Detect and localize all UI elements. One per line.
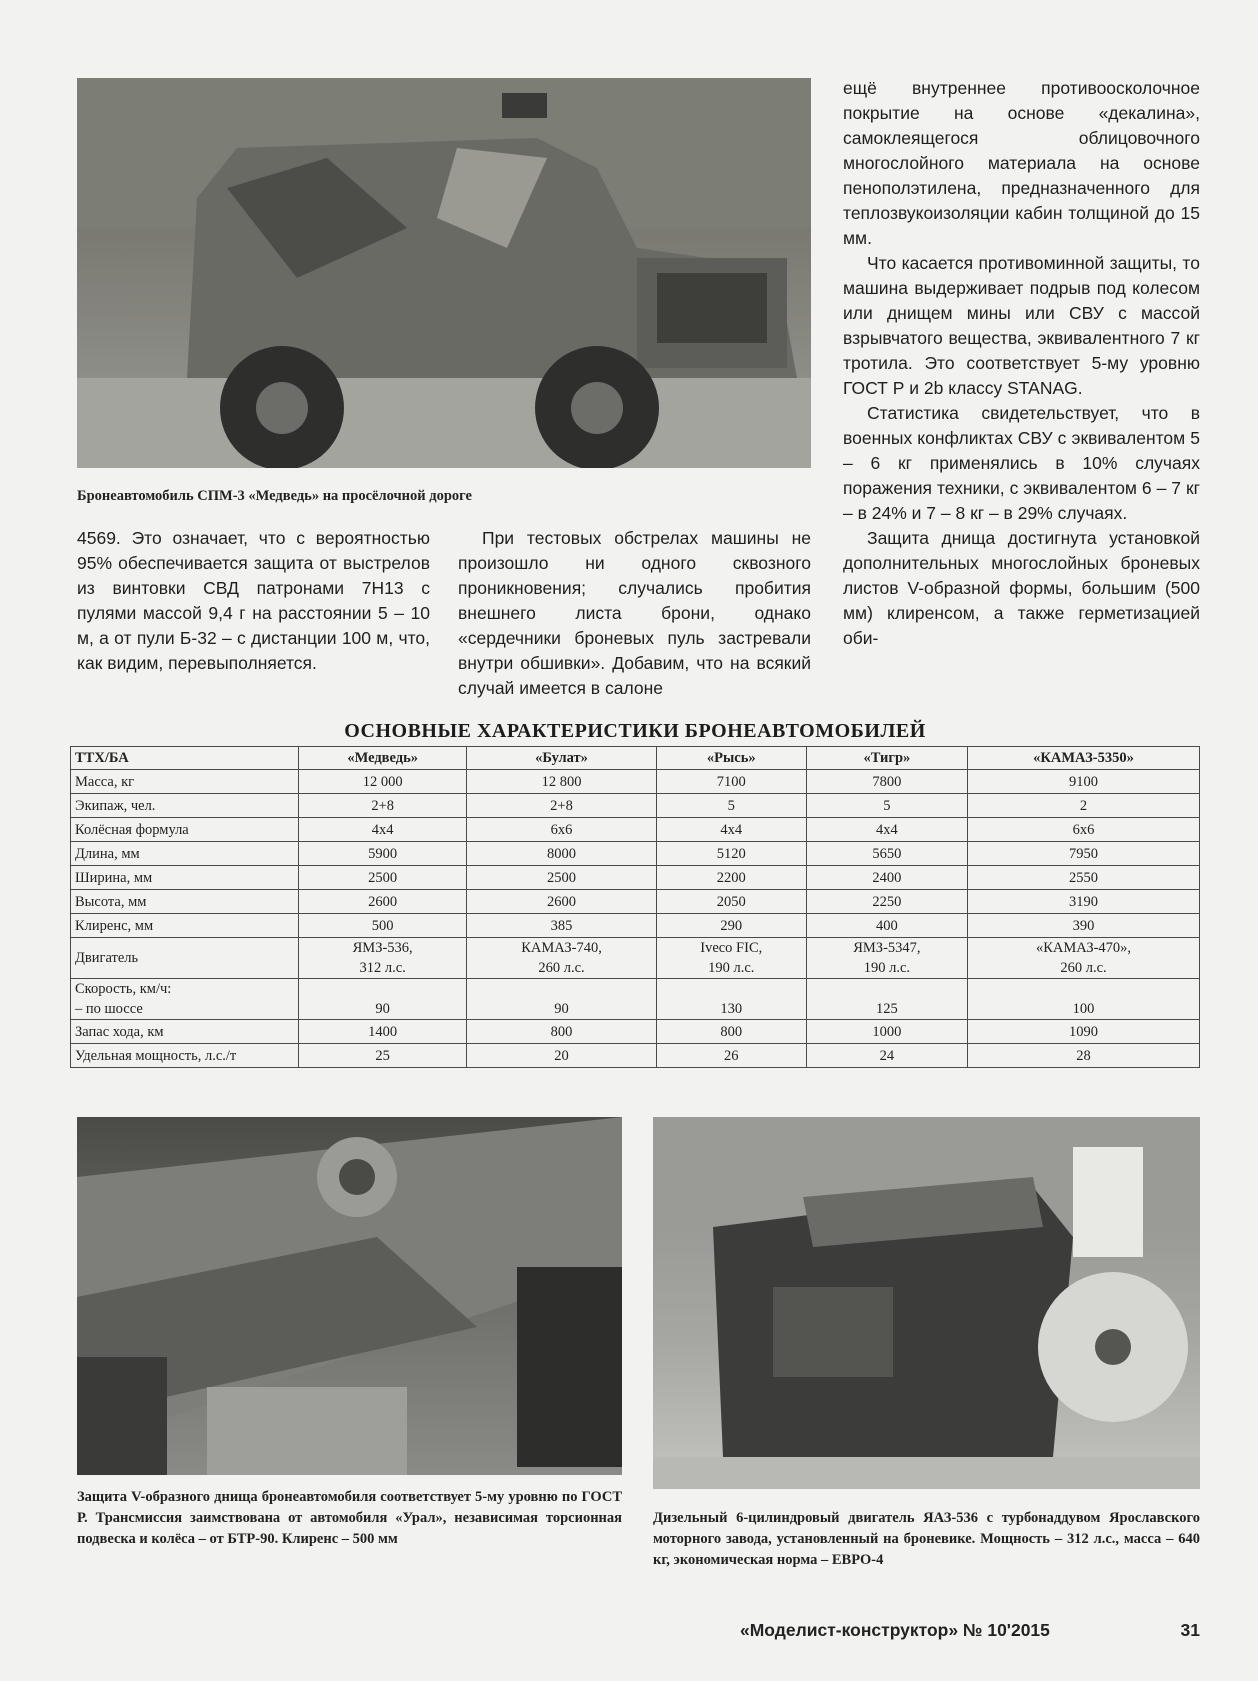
cell-line: 260 л.с. xyxy=(538,960,585,976)
underbody-photo xyxy=(77,1117,622,1475)
article-left-column xyxy=(77,526,430,676)
value-cell: 3190 xyxy=(968,890,1200,914)
cell-line: 130 xyxy=(720,1001,743,1017)
value-cell: 2500 xyxy=(467,866,656,890)
armored-vehicle-photo xyxy=(77,78,811,468)
article-paragraph: ещё внутреннее противоосколочное покрытие на основе «декалина», самоклеящегося облицовочного многослойного материала на основе пенополэтилена, предназначенного для теплозвукоизоляции кабин толщиной до 15 мм. xyxy=(843,78,1200,248)
article-paragraph: Статистика свидетельствует, что в военных конфликтах СВУ с эквивалентом 5 – 6 кг применялись в 10% случаях поражения техники, с эквивалентом 6 – 7 кг – в 24% и 7 – 8 кг – в 29% случаях. xyxy=(843,403,1200,523)
row-label-cell xyxy=(71,979,299,1020)
value-cell: 5120 xyxy=(656,842,806,866)
table-row xyxy=(71,818,1200,842)
header-cell: «КАМАЗ-5350» xyxy=(968,747,1200,770)
value-cell: 7950 xyxy=(968,842,1200,866)
value-cell: 6х6 xyxy=(968,818,1200,842)
value-cell: 2600 xyxy=(467,890,656,914)
value-cell: 5650 xyxy=(806,842,967,866)
value-cell xyxy=(968,938,1200,979)
value-cell: 290 xyxy=(656,914,806,938)
article-paragraph: Защита днища достигнута установкой дополнительных многослойных броневых листов V-образной формы, большим (500 мм) клиренсом, а также герметизацией оби- xyxy=(843,528,1200,648)
cell-line: 90 xyxy=(554,1001,569,1017)
header-cell: «Тигр» xyxy=(806,747,967,770)
cell-line: 260 л.с. xyxy=(1060,960,1107,976)
cell-line: 190 л.с. xyxy=(863,960,911,976)
engine-photo xyxy=(653,1117,1200,1489)
cell-line: ЯМЗ-5347, xyxy=(853,940,921,956)
magazine-issue: «Моделист-конструктор» № 10'2015 xyxy=(740,1620,1050,1640)
value-cell xyxy=(299,938,467,979)
value-cell: 6х6 xyxy=(467,818,656,842)
row-label-cell: Ширина, мм xyxy=(71,866,299,890)
table-row xyxy=(71,938,1200,979)
underbody-illustration xyxy=(77,1117,622,1475)
cell-line: 312 л.с. xyxy=(359,960,406,976)
value-cell xyxy=(299,979,467,1020)
table-row xyxy=(71,1020,1200,1044)
value-cell: 800 xyxy=(467,1020,656,1044)
table-body xyxy=(71,770,1200,1068)
row-label-cell: Экипаж, чел. xyxy=(71,794,299,818)
value-cell: 7100 xyxy=(656,770,806,794)
value-cell: 4х4 xyxy=(806,818,967,842)
value-cell xyxy=(806,979,967,1020)
value-cell: 2200 xyxy=(656,866,806,890)
row-label-cell: Запас хода, км xyxy=(71,1020,299,1044)
vehicle-illustration xyxy=(77,78,811,468)
cell-line xyxy=(661,979,802,999)
page-footer xyxy=(740,1620,1200,1641)
value-cell: 2500 xyxy=(299,866,467,890)
value-cell: 9100 xyxy=(968,770,1200,794)
table-row xyxy=(71,1044,1200,1068)
specifications-table xyxy=(70,746,1200,1068)
value-cell: 1000 xyxy=(806,1020,967,1044)
value-cell: 1400 xyxy=(299,1020,467,1044)
table-title: ОСНОВНЫЕ ХАРАКТЕРИСТИКИ БРОНЕАВТОМОБИЛЕЙ xyxy=(344,720,926,742)
table-row xyxy=(71,914,1200,938)
value-cell: 20 xyxy=(467,1044,656,1068)
cell-line: ЯМЗ-536, xyxy=(352,940,413,956)
cell-line xyxy=(471,979,651,999)
value-cell xyxy=(467,979,656,1020)
value-cell: 4х4 xyxy=(299,818,467,842)
row-label-cell: Клиренс, мм xyxy=(71,914,299,938)
article-right-column xyxy=(843,76,1200,651)
header-cell: «Медведь» xyxy=(299,747,467,770)
row-label-cell: Колёсная формула xyxy=(71,818,299,842)
cell-line: 90 xyxy=(375,1001,390,1017)
header-cell: «Булат» xyxy=(467,747,656,770)
cell-line: Скорость, км/ч: xyxy=(75,981,172,997)
value-cell xyxy=(467,938,656,979)
cell-line xyxy=(811,979,963,999)
engine-photo-caption: Дизельный 6-цилиндровый двигатель ЯАЗ-536 с турбонаддувом Ярославского моторного завода, установленный на броневике. Мощность – 312 л.с., масса – 640 кг, экономическая норма – ЕВРО-4 xyxy=(653,1510,1200,1568)
value-cell xyxy=(656,938,806,979)
value-cell: 2+8 xyxy=(467,794,656,818)
table-row xyxy=(71,979,1200,1020)
page-number: 31 xyxy=(1180,1620,1200,1640)
underbody-photo-caption: Защита V-образного днища бронеавтомобиля соответствует 5-му уровню по ГОСТ Р. Трансмиссия заимствована от автомобиля «Урал», независимая торсионная подвеска и колёса – от БТР-90. Клиренс – 500 мм xyxy=(77,1489,622,1547)
article-middle-column xyxy=(458,526,811,701)
value-cell xyxy=(656,979,806,1020)
cell-line: – по шоссе xyxy=(75,1001,143,1017)
value-cell: 5 xyxy=(806,794,967,818)
value-cell: 12 800 xyxy=(467,770,656,794)
value-cell: 2+8 xyxy=(299,794,467,818)
value-cell: 2550 xyxy=(968,866,1200,890)
table-row xyxy=(71,794,1200,818)
table-header-row xyxy=(71,747,1200,770)
value-cell: 2250 xyxy=(806,890,967,914)
table-row xyxy=(71,770,1200,794)
value-cell: 28 xyxy=(968,1044,1200,1068)
row-label-cell: Длина, мм xyxy=(71,842,299,866)
value-cell: 24 xyxy=(806,1044,967,1068)
table-row xyxy=(71,890,1200,914)
engine-illustration xyxy=(653,1117,1200,1489)
row-label-cell: Удельная мощность, л.с./т xyxy=(71,1044,299,1068)
value-cell: 2400 xyxy=(806,866,967,890)
cell-line: КАМАЗ-740, xyxy=(521,940,602,956)
cell-line: 100 xyxy=(1072,1001,1095,1017)
value-cell: 12 000 xyxy=(299,770,467,794)
table-row xyxy=(71,866,1200,890)
cell-line xyxy=(972,979,1195,999)
value-cell xyxy=(806,938,967,979)
value-cell: 4х4 xyxy=(656,818,806,842)
cell-line xyxy=(303,979,462,999)
value-cell: 26 xyxy=(656,1044,806,1068)
value-cell: 2050 xyxy=(656,890,806,914)
article-paragraph: При тестовых обстрелах машины не произошло ни одного сквозного проникновения; случались пробития внешнего листа брони, однако «сердечники броневых пуль застревали внутри обшивки». Добавим, что на всякий случай имеется в салоне xyxy=(458,528,811,698)
cell-line: 190 л.с. xyxy=(708,960,755,976)
row-label-cell: Масса, кг xyxy=(71,770,299,794)
header-cell: «Рысь» xyxy=(656,747,806,770)
value-cell: 400 xyxy=(806,914,967,938)
row-label-cell: Высота, мм xyxy=(71,890,299,914)
cell-line: «КАМАЗ-470», xyxy=(1035,940,1132,956)
row-label-cell: Двигатель xyxy=(71,938,299,979)
value-cell: 2600 xyxy=(299,890,467,914)
value-cell: 1090 xyxy=(968,1020,1200,1044)
table-row xyxy=(71,842,1200,866)
value-cell: 2 xyxy=(968,794,1200,818)
value-cell: 390 xyxy=(968,914,1200,938)
article-paragraph: 4569. Это означает, что с вероятностью 95% обеспечивается защита от выстрелов из винтовки СВД патронами 7Н13 с пулями массой 9,4 г на расстоянии 5 – 10 м, а от пули Б-32 – с дистанции 100 м, что, как видим, перевыполняется. xyxy=(77,528,430,673)
value-cell: 5900 xyxy=(299,842,467,866)
cell-line: Iveco FIC, xyxy=(700,940,763,956)
value-cell: 7800 xyxy=(806,770,967,794)
value-cell: 500 xyxy=(299,914,467,938)
value-cell: 385 xyxy=(467,914,656,938)
value-cell xyxy=(968,979,1200,1020)
value-cell: 800 xyxy=(656,1020,806,1044)
top-photo-caption: Бронеавтомобиль СПМ-3 «Медведь» на просёлочной дороге xyxy=(77,488,472,504)
value-cell: 25 xyxy=(299,1044,467,1068)
value-cell: 8000 xyxy=(467,842,656,866)
header-cell: ТТХ/БА xyxy=(71,747,299,770)
article-paragraph: Что касается противоминной защиты, то машина выдерживает подрыв под колесом или днищем мины или СВУ с массой взрывчатого вещества, эквивалентного 7 кг тротила. Это соответствует 5-му уровню ГОСТ Р и 2b классу STANAG. xyxy=(843,253,1200,398)
value-cell: 5 xyxy=(656,794,806,818)
cell-line: 125 xyxy=(876,1001,898,1017)
